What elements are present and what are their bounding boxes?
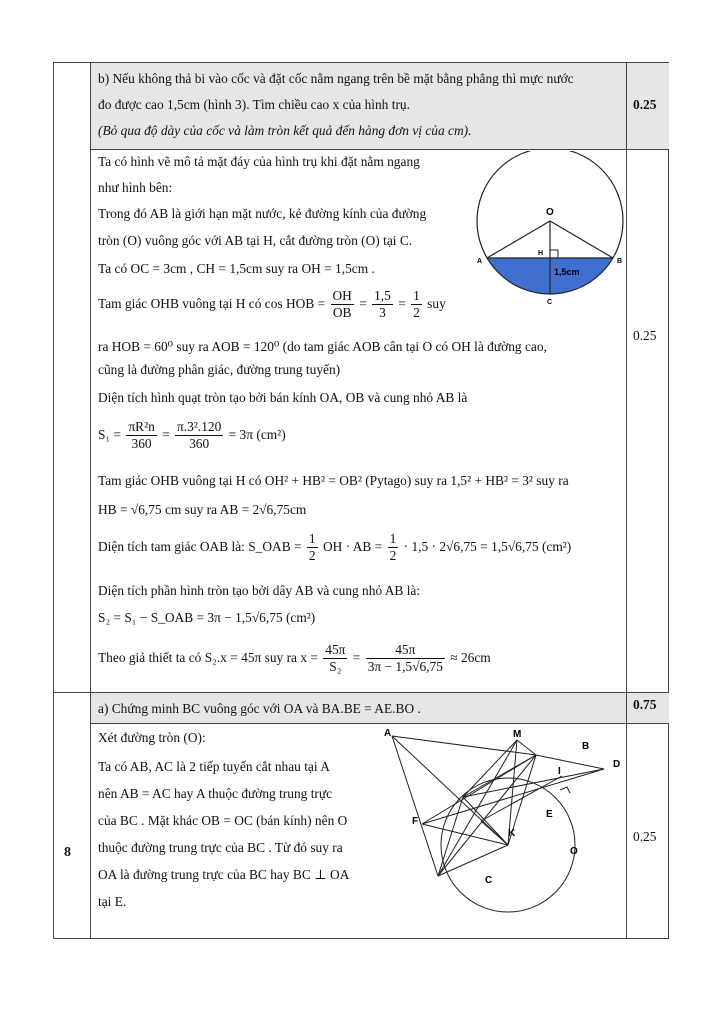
solution-line-cos: Tam giác OHB vuông tại H có cos HOB = $\frac{OH}{OB}$ = $\frac{1,5}{3}$ = $\frac{1}{2}$ suy [98,288,446,321]
answer-table [53,62,669,939]
part-b-question-line-1: b) Nếu không thả bi vào cốc và đặt cốc nằm ngang trên bề mặt bằng phẳng thì mực nước [98,71,574,86]
label-m: M [513,729,522,740]
label-b: B [582,741,590,752]
solution-line: Diện tích phần hình tròn tạo bởi dây AB và cung nhỏ AB là: [98,583,421,598]
solution-line: HB = √6,75 cm suy ra AB = 2√6,75cm [98,502,307,517]
solution-line: của BC . Mặt khác OB = OC (bán kính) nên O [98,813,348,828]
fraction: $\frac{1}{2}$ [389,531,397,564]
part-a-header-points: 0.75 [633,697,657,712]
label-c: C [485,875,493,886]
s1-result: = 3π (cm²) [228,427,286,442]
label-h: H [538,250,544,257]
cos-text-tail: suy [427,296,446,311]
solution-line: Xét đường tròn (O): [98,730,206,745]
solution-line-s1: S₁ = $\frac{\text{πR²n}}{360}$ = $\frac{\text{π.3².120}}{360}$ = 3π (cm²) [98,419,286,452]
x-label: Theo giả thiết ta có S₂.x = 45π suy ra x = [98,650,318,665]
solution-line: Ta có AB, AC là 2 tiếp tuyến cắt nhau tại A [98,759,330,774]
part-a-solution-points: 0.25 [633,829,657,844]
solution-line: ra HOB = 60⁰ suy ra AOB = 120⁰ (do tam giác AOB cân tại O có OH là đường cao, [98,339,547,354]
part-b-header-points: 0.25 [633,97,657,112]
area-oab-mid: OH · AB = [322,539,383,554]
fraction: $\frac{OH}{OB}$ [332,288,352,321]
solution-line: OA là đường trung trực của BC hay BC ⊥ OA [98,867,350,882]
fraction: $\frac{\text{π.3².120}}{360}$ [177,419,222,452]
part-b-solution-points: 0.25 [633,328,657,343]
area-oab-label: Diện tích tam giác OAB là: S_OAB = [98,539,302,554]
solution-line: Tam giác OHB vuông tại H có OH² + HB² = OB² (Pytago) suy ra 1,5² + HB² = 3² suy ra [98,473,569,488]
fraction: $\frac{1}{2}$ [308,531,316,564]
solution-line: Trong đó AB là giới hạn mặt nước, kẻ đường kính của đường [98,206,427,221]
fraction: $\frac{45\pi}{\text{S₂}}$ [325,642,346,675]
tangent-construction-figure [384,727,624,937]
solution-line: như hình bên: [98,180,173,195]
solution-line-area-oab [98,531,571,564]
solution-line: thuộc đường trung trực của BC . Từ đó suy ra [98,840,343,855]
label-d: D [613,759,621,770]
label-c: C [547,299,553,306]
label-depth: 1,5cm [554,267,580,277]
question-number: 8 [64,845,71,860]
solution-line: S₂ = S₁ − S_OAB = 3π − 1,5√6,75 (cm²) [98,610,316,625]
label-k: K [508,828,516,839]
label-e: E [546,809,553,820]
fraction: $\frac{1}{2}$ [413,288,420,321]
label-o: O [570,846,578,857]
radius-ob [550,221,613,258]
label-o: O [546,207,554,218]
solution-line: nên AB = AC hay A thuộc đường trung trực [98,786,333,801]
cylinder-cross-section-figure [476,151,626,307]
solution-line: Diện tích hình quạt tròn tạo bởi bán kính OA, OB và cung nhỏ AB là [98,390,468,405]
label-a: A [477,258,483,265]
solution-line: cũng là đường phân giác, đường trung tuyến) [98,362,341,377]
part-a-question: a) Chứng minh BC vuông góc với OA và BA.BE = AE.BO . [98,701,421,716]
fraction: $\frac{\text{πR²n}}{360}$ [128,419,155,452]
right-angle-mark [550,250,558,258]
label-a: A [384,728,392,739]
solution-line: tại E. [98,894,127,909]
x-result: ≈ 26cm [450,650,491,665]
s1-label: S₁ = [98,427,122,442]
label-i: I [558,766,561,777]
label-b: B [617,258,623,265]
fraction: $\frac{45\pi}{3\pi - 1,5√6,75}$ [367,642,443,675]
part-b-question-line-3: (Bỏ qua độ dày của cốc và làm tròn kết quả đến hàng đơn vị của cm). [98,123,472,138]
fraction: $\frac{1,5}{3}$ [374,288,391,321]
area-oab-result: · 1,5 · 2√6,75 = 1,5√6,75 (cm²) [403,539,572,554]
label-f: F [412,816,419,827]
cos-text: Tam giác OHB vuông tại H có cos HOB = [98,296,326,311]
solution-line-x: Theo giả thiết ta có S₂.x = 45π suy ra x = $\frac{45\pi}{\text{S₂}}$ = $\frac{45\pi}{3\pi - 1,5√6,75}$ ≈ 26cm [98,642,491,675]
part-b-question-line-2: đo được cao 1,5cm (hình 3). Tìm chiều cao x của hình trụ. [98,97,410,112]
solution-line: Ta có hình vẽ mô tả mặt đáy của hình trụ khi đặt nằm ngang [98,154,420,169]
solution-line: tròn (O) vuông góc với AB tại H, cắt đường tròn (O) tại C. [98,233,413,248]
solution-line: Ta có OC = 3cm , CH = 1,5cm suy ra OH = 1,5cm . [98,261,375,276]
